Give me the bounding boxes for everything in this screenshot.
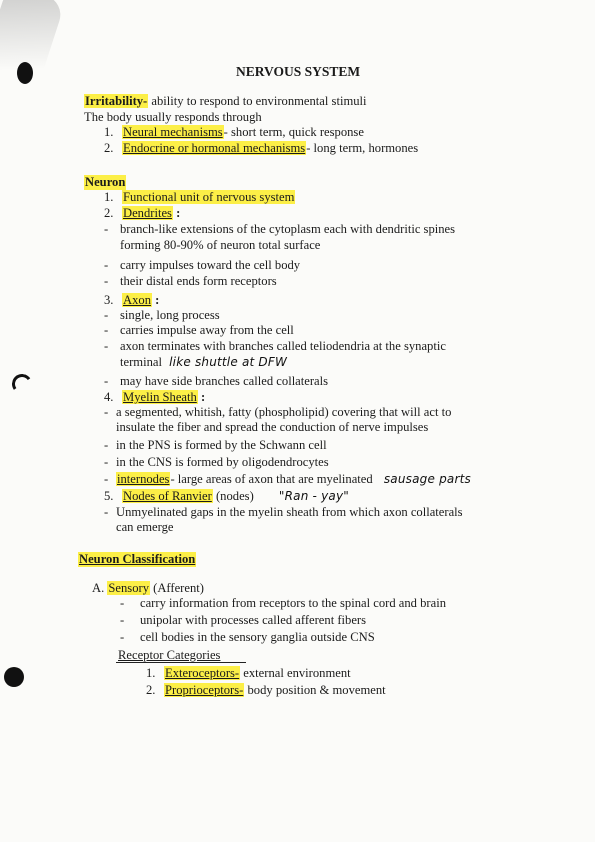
bullet-dash: - (104, 274, 109, 288)
binder-clip-shadow (0, 0, 66, 107)
myelin-point: internodes- large areas of axon that are myelinated sausage parts (117, 472, 471, 486)
dendrite-point: carry impulses toward the cell body (120, 258, 301, 272)
list-item: 2. Endocrine or hormonal mechanisms- long term, hormones (104, 141, 419, 155)
bullet-dash: - (120, 596, 125, 610)
bullet-dash: - (104, 438, 109, 452)
bullet-dash: - (120, 630, 125, 644)
bullet-dash: - (104, 374, 109, 388)
section-heading-neuron: Neuron (85, 175, 126, 189)
axon-point: terminal like shuttle at DFW (120, 355, 288, 369)
bullet-dash: - (104, 472, 109, 486)
bullet-dash: - (120, 613, 125, 627)
list-item: 2. Proprioceptors- body position & movement (146, 683, 386, 697)
ranvier-point: can emerge (116, 520, 174, 534)
handwritten-note: like shuttle at DFW (169, 355, 288, 369)
bullet-dash: - (104, 455, 109, 469)
heading-underline (116, 662, 246, 663)
page-title: NERVOUS SYSTEM (236, 64, 361, 79)
irritability-intro: The body usually responds through (84, 110, 262, 124)
list-item: 1. Exteroceptors- external environment (146, 666, 351, 680)
bullet-dash: - (104, 308, 109, 322)
list-item: 1. Neural mechanisms- short term, quick response (104, 125, 364, 139)
myelin-point: a segmented, whitish, fatty (phospholipid) covering that will act to (116, 405, 452, 419)
axon-point: single, long process (120, 308, 220, 322)
ranvier-point: Unmyelinated gaps in the myelin sheath from which axon collaterals (116, 505, 463, 519)
section-heading-classification: Neuron Classification (79, 552, 196, 566)
sensory-point: carry information from receptors to the spinal cord and brain (140, 596, 446, 610)
hole-punch-arc (10, 372, 33, 395)
sensory-heading: A. Sensory (Afferent) (92, 581, 204, 595)
handwritten-note: sausage parts (383, 472, 471, 486)
hole-punch-bottom (4, 667, 24, 687)
list-item: 3. Axon : (104, 293, 160, 307)
axon-point: axon terminates with branches called teliodendria at the synaptic (120, 339, 446, 353)
irritability-definition: Irritability- ability to respond to environmental stimuli (85, 94, 367, 108)
bullet-dash: - (104, 405, 109, 419)
axon-point: carries impulse away from the cell (120, 323, 294, 337)
receptor-categories-heading: Receptor Categories (118, 648, 221, 662)
bullet-dash: - (104, 258, 109, 272)
myelin-point: in the PNS is formed by the Schwann cell (116, 438, 327, 452)
list-item: 2. Dendrites : (104, 206, 181, 220)
dendrite-point: their distal ends form receptors (120, 274, 277, 288)
dendrite-point: forming 80-90% of neuron total surface (120, 238, 321, 252)
myelin-point: in the CNS is formed by oligodendrocytes (116, 455, 329, 469)
bullet-dash: - (104, 323, 109, 337)
myelin-point: insulate the fiber and spread the conduction of nerve impulses (116, 420, 429, 434)
dendrite-point: branch-like extensions of the cytoplasm each with dendritic spines (120, 222, 456, 236)
handwritten-note: "Ran - yay" (278, 489, 349, 503)
axon-point: may have side branches called collaterals (120, 374, 329, 388)
bullet-dash: - (104, 222, 109, 236)
irritability-term: Irritability- (85, 94, 148, 108)
sensory-point: unipolar with processes called afferent fibers (140, 613, 367, 627)
bullet-dash: - (104, 505, 109, 519)
bullet-dash: - (104, 339, 109, 353)
list-item: 4. Myelin Sheath : (104, 390, 206, 404)
hole-punch-top (17, 62, 33, 84)
list-item: 1. Functional unit of nervous system (104, 190, 295, 204)
list-item: 5. Nodes of Ranvier (nodes) "Ran - yay" (104, 489, 349, 503)
sensory-point: cell bodies in the sensory ganglia outside CNS (140, 630, 375, 644)
